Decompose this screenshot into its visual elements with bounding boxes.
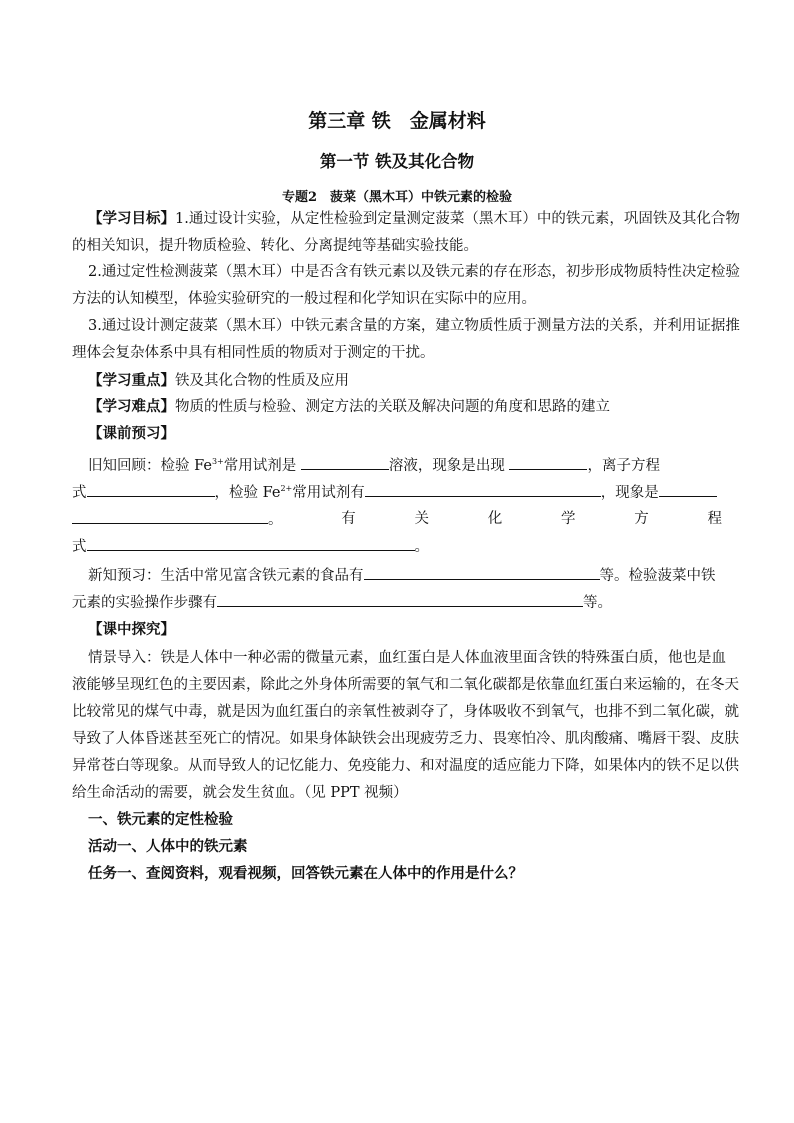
- key-points: 【学习重点】铁及其化合物的性质及应用: [88, 372, 349, 389]
- preview-row-3: [72, 509, 722, 530]
- objectives-line-5: 3.通过设计测定菠菜（黑木耳）中铁元素含量的方案，建立物质性质于测量方法的关系，并利用证据推: [88, 318, 740, 334]
- scenario-line-6: 给生命活动的需要，就会发生贫血。（见 PPT 视频）: [72, 785, 408, 801]
- preview-row-5: 新知预习：生活中常见富含铁元素的食品有 等。检验菠菜中铁: [88, 565, 722, 586]
- objectives-line-3: 2.通过定性检测菠菜（黑木耳）中是否含有铁元素以及铁元素的存在形态，初步形成物质特性决定检验: [88, 264, 740, 280]
- scenario-line-5: 异常苍白等现象。从而导致人的记忆能力、免疫能力、和对温度的适应能力下降，如果体内的铁不足以供: [72, 758, 739, 774]
- scenario-line-2: 液能够呈现红色的主要因素，除此之外身体所需要的氧气和二氧化碳都是依靠血红蛋白来运输的，在冬天: [72, 677, 739, 693]
- answer-blank[interactable]: [659, 482, 717, 497]
- answer-blank[interactable]: [365, 482, 601, 497]
- preview-label: 【课前预习】: [88, 425, 175, 442]
- answer-blank[interactable]: [217, 592, 583, 607]
- spread-row: 。 有 关 化 学 方 程: [72, 509, 722, 530]
- answer-blank[interactable]: [87, 536, 415, 551]
- preview-row-2: 式 ，检验 $Fe^{2+}$常用试剂有 ，现象是: [72, 482, 722, 503]
- scenario-line-1: 情景导入：铁是人体中一种必需的微量元素，血红蛋白是人体血液里面含铁的特殊蛋白质，他也是血: [88, 650, 726, 666]
- objectives-label: 【学习目标】: [88, 210, 175, 227]
- inclass-label: 【课中探究】: [88, 621, 175, 638]
- heading-qualitative: 一、铁元素的定性检验: [88, 811, 233, 828]
- objectives-line-4: 方法的认知模型，体验实验研究的一般过程和化学知识在实际中的应用。: [72, 291, 536, 307]
- objectives-line-2: 的相关知识，提升物质检验、转化、分离提纯等基础实验技能。: [72, 238, 478, 254]
- scenario-line-3: 比较常见的煤气中毒，就是因为血红蛋白的亲氧性被剥夺了，身体吸收不到氧气，也排不到二氧化碳，就: [72, 704, 739, 720]
- objectives-line-6: 理体会复杂体系中具有相同性质的物质对于测定的干扰。: [72, 345, 435, 361]
- heading-task-1: 任务一、查阅资料，观看视频，回答铁元素在人体中的作用是什么？: [88, 865, 523, 882]
- answer-blank[interactable]: [72, 509, 268, 524]
- answer-blank[interactable]: [87, 482, 215, 497]
- answer-blank[interactable]: [301, 455, 389, 470]
- difficulties: 【学习难点】物质的性质与检验、测定方法的关联及解决问题的角度和思路的建立: [88, 398, 610, 415]
- section-title: 第一节 铁及其化合物: [319, 152, 475, 171]
- scenario-line-4: 导致了人体昏迷甚至死亡的情况。如果身体缺铁会出现疲劳乏力、畏寒怕冷、肌肉酸痛、嘴唇干裂、皮肤: [72, 731, 739, 747]
- answer-blank[interactable]: [509, 455, 587, 470]
- preview-row-6: 元素的实验操作步骤有 等。: [72, 592, 722, 613]
- chapter-title: 第三章 铁 金属材料: [308, 110, 486, 132]
- preview-row-1: 旧知回顾：检验 $Fe^{3+}$常用试剂是 溶液，现象是出现 ，离子方程: [88, 455, 722, 476]
- objectives-line-1: 【学习目标】1.通过设计实验，从定性检验到定量测定菠菜（黑木耳）中的铁元素，巩固铁及其化合物: [88, 210, 740, 227]
- heading-activity-1: 活动一、人体中的铁元素: [88, 838, 248, 855]
- answer-blank[interactable]: [364, 565, 600, 580]
- preview-row-4: 式 。: [72, 536, 722, 557]
- topic-title: 专题2 菠菜（黑木耳）中铁元素的检验: [281, 190, 513, 205]
